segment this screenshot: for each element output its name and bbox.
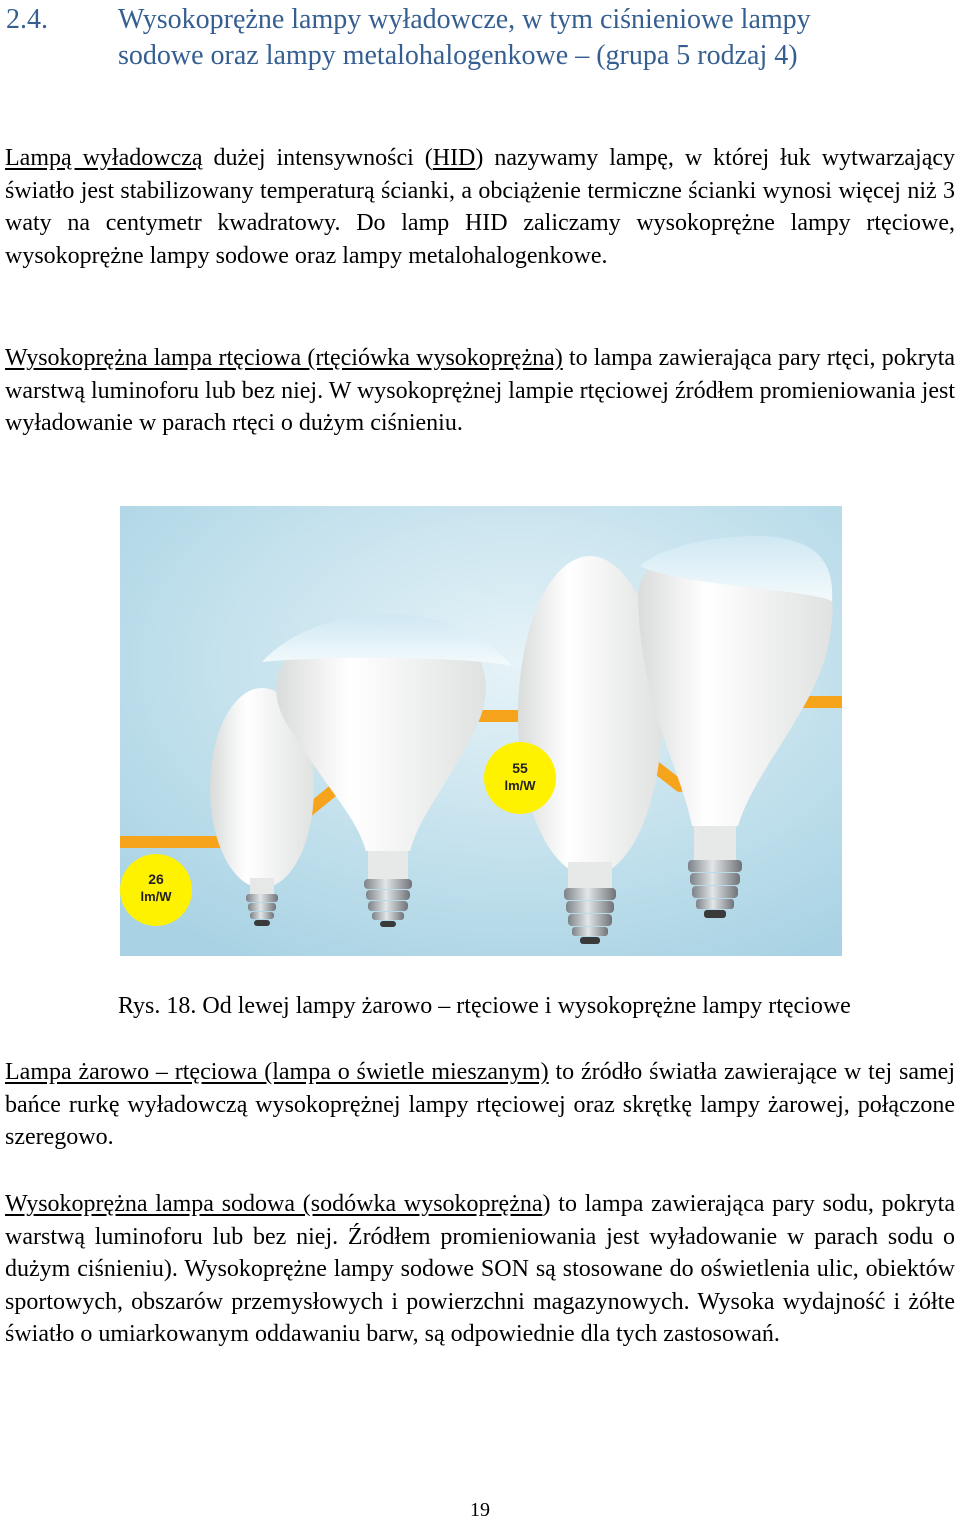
paragraph-mercury-lamp — [5, 342, 955, 440]
page-number: 19 — [470, 1499, 490, 1521]
term-mercury-lamp: Wysokoprężna lampa rtęciowa (rtęciówka wysokoprężna) — [5, 345, 563, 371]
term-blended-lamp: Lampa żarowo – rtęciowa (lampa o świetle mieszanym) — [5, 1059, 549, 1085]
paragraph-blended-lamp — [5, 1056, 955, 1154]
paragraph-text: dużej intensywności ( — [202, 145, 433, 171]
badge-2-value: 55 — [512, 760, 528, 776]
paragraph-text: ) to lampa zawierająca pary sodu, pokryta warstwą luminoforu lub bez niej. Źródłem promieniowania jest wyładowanie w parach sodu o dużym ciśnieniu). Wysokoprężne lampy sodowe SON są stosowane do oświetlenia ulic, obiektów sportowych, obszarów przemysłowych i powierzchni magazynowych. Wysoka wydajność i żółte światło o umiarkowanym oddawaniu barw, są odpowiednie dla tych zastosowań. — [5, 1191, 955, 1348]
section-title-line-2: sodowe oraz lampy metalohalogenkowe – (grupa 5 rodzaj 4) — [118, 40, 798, 71]
paragraph-text: ) nazywamy lampę, w której łuk wytwarzający światło jest stabilizowany temperaturą ścianki, a obciążenie termiczne ścianki wynosi więcej niż 3 waty na centymetr kwadratowy. Do lamp HID zaliczamy wysokoprężne lampy rtęciowe, wysokoprężne lampy sodowe oraz lampy metalohalogenkowe. — [5, 145, 955, 269]
paragraph-text: to źródło światła zawierające w tej samej bańce rurkę wyładowczą wysokoprężnej lampy rtęciowej oraz skrętkę lampy żarowej, połączone szeregowo. — [5, 1059, 955, 1151]
section-title-line-1: Wysokoprężne lampy wyładowcze, w tym ciśnieniowe lampy — [118, 4, 811, 35]
paragraph-hid-definition — [5, 142, 955, 272]
badge-1-unit: lm/W — [140, 889, 172, 904]
efficacy-badge-55 — [484, 742, 556, 814]
paragraph-sodium-lamp — [5, 1188, 955, 1351]
term-sodium-lamp: Wysokoprężna lampa sodowa (sodówka wysokoprężna — [5, 1191, 543, 1217]
section-heading — [6, 2, 946, 74]
term-hid: HID — [432, 145, 476, 171]
badge-2-unit: lm/W — [504, 778, 536, 793]
lamps-photo — [120, 506, 842, 956]
badge-1-value: 26 — [148, 871, 164, 887]
figure-caption: Rys. 18. Od lewej lampy żarowo – rtęciowe i wysokoprężne lampy rtęciowe — [118, 993, 851, 1019]
efficacy-badge-26 — [120, 854, 192, 926]
term-discharge-lamp: Lampą wyładowczą — [5, 145, 203, 171]
section-number: 2.4. — [6, 4, 48, 35]
paragraph-text: to lampa zawierająca pary rtęci, pokryta warstwą luminoforu lub bez niej. W wysokoprężnej lampie rtęciowej źródłem promieniowania jest wyładowanie w parach rtęci o dużym ciśnieniu. — [5, 345, 956, 437]
